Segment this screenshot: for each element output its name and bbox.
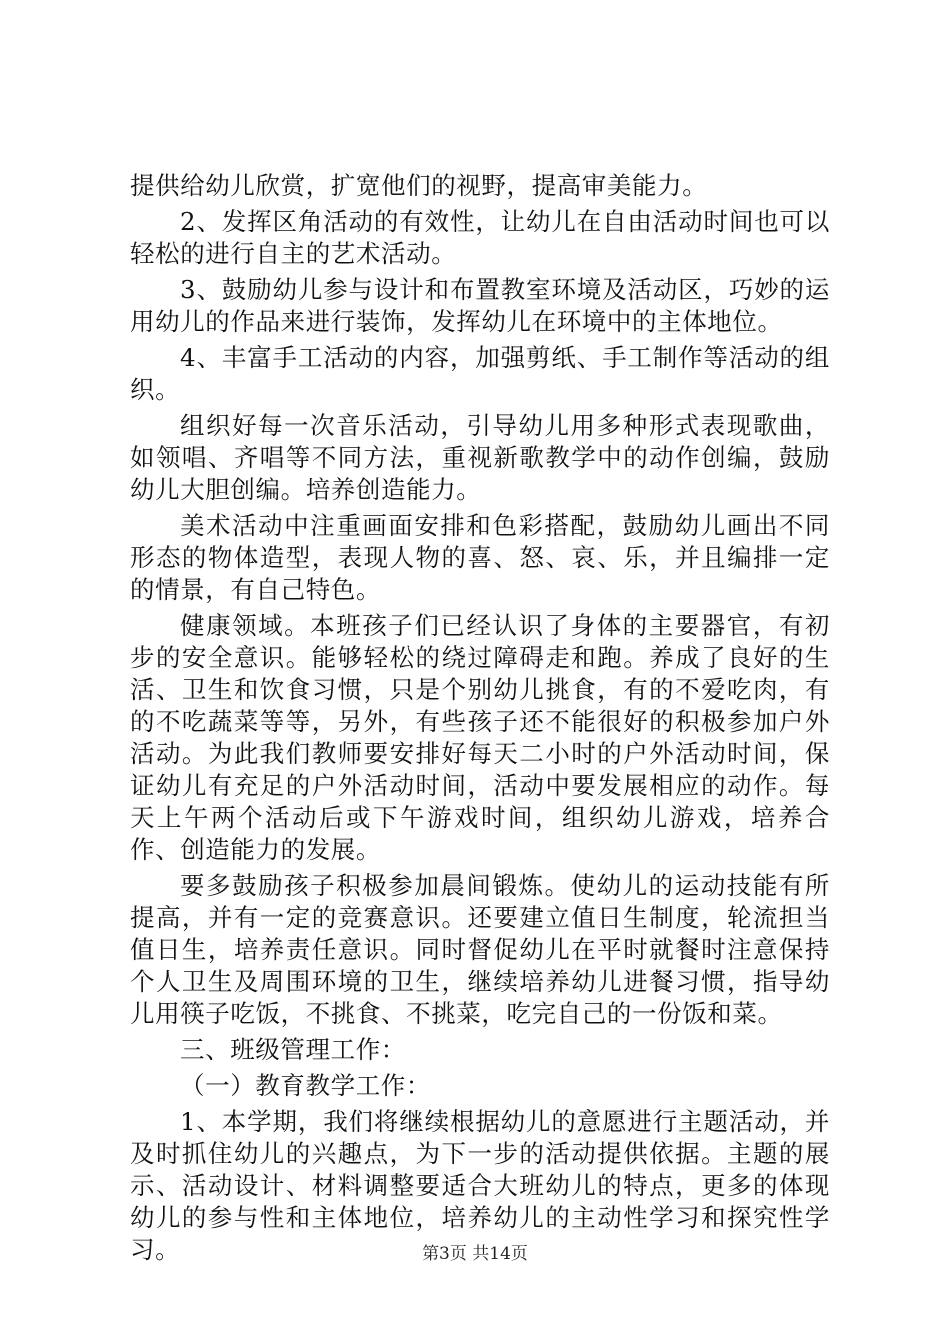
paragraph-health: 健康领域。本班孩子们已经认识了身体的主要器官，有初步的安全意识。能够轻松的绕过障碍走和跑。养成了良好的生活、卫生和饮食习惯，只是个别幼儿挑食，有的不爱吃肉，有的不吃蔬菜等等，另外，有些孩子还不能很好的积极参加户外活动。为此我们教师要安排好每天二小时的户外活动时间，保证幼儿有充足的户外活动时间，活动中要发展相应的动作。每天上午两个活动后或下午游戏时间，组织幼儿游戏，培养合作、创造能力的发展。 <box>130 611 830 864</box>
document-body <box>130 170 830 1266</box>
paragraph-item-3: 3、鼓励幼儿参与设计和布置教室环境及活动区，巧妙的运用幼儿的作品来进行装饰，发挥幼儿在环境中的主体地位。 <box>130 275 830 336</box>
paragraph-teaching-item-1: 1、本学期，我们将继续根据幼儿的意愿进行主题活动，并及时抓住幼儿的兴趣点，为下一步的活动提供依据。主题的展示、活动设计、材料调整要适合大班幼儿的特点，更多的体现幼儿的参与性和主体地位，培养幼儿的主动性学习和探究性学习。 <box>130 1107 830 1264</box>
section-heading-class-management: 三、班级管理工作： <box>180 1035 406 1064</box>
paragraph-item-4: 4、丰富手工活动的内容，加强剪纸、手工制作等活动的组织。 <box>130 343 830 404</box>
paragraph-continuation: 提供给幼儿欣赏，扩宽他们的视野，提高审美能力。 <box>130 171 708 200</box>
paragraph-music: 组织好每一次音乐活动，引导幼儿用多种形式表现歌曲，如领唱、齐唱等不同方法，重视新歌教学中的动作创编，鼓励幼儿大胆创编。培养创造能力。 <box>130 411 830 504</box>
paragraph-exercise: 要多鼓励孩子积极参加晨间锻炼。使幼儿的运动技能有所提高，并有一定的竞赛意识。还要建立值日生制度，轮流担当值日生，培养责任意识。同时督促幼儿在平时就餐时注意保持个人卫生及周围环境的卫生，继续培养幼儿进餐习惯，指导幼儿用筷子吃饭，不挑食、不挑菜，吃完自己的一份饭和菜。 <box>130 871 830 1028</box>
page-number-footer: 第3页 共14页 <box>422 1244 528 1264</box>
subsection-heading-teaching: （一）教育教学工作： <box>180 1071 431 1100</box>
paragraph-art: 美术活动中注重画面安排和色彩搭配，鼓励幼儿画出不同形态的物体造型，表现人物的喜、怒、哀、乐，并且编排一定的情景，有自己特色。 <box>130 511 830 604</box>
paragraph-item-2: 2、发挥区角活动的有效性，让幼儿在自由活动时间也可以轻松的进行自主的艺术活动。 <box>130 207 830 268</box>
